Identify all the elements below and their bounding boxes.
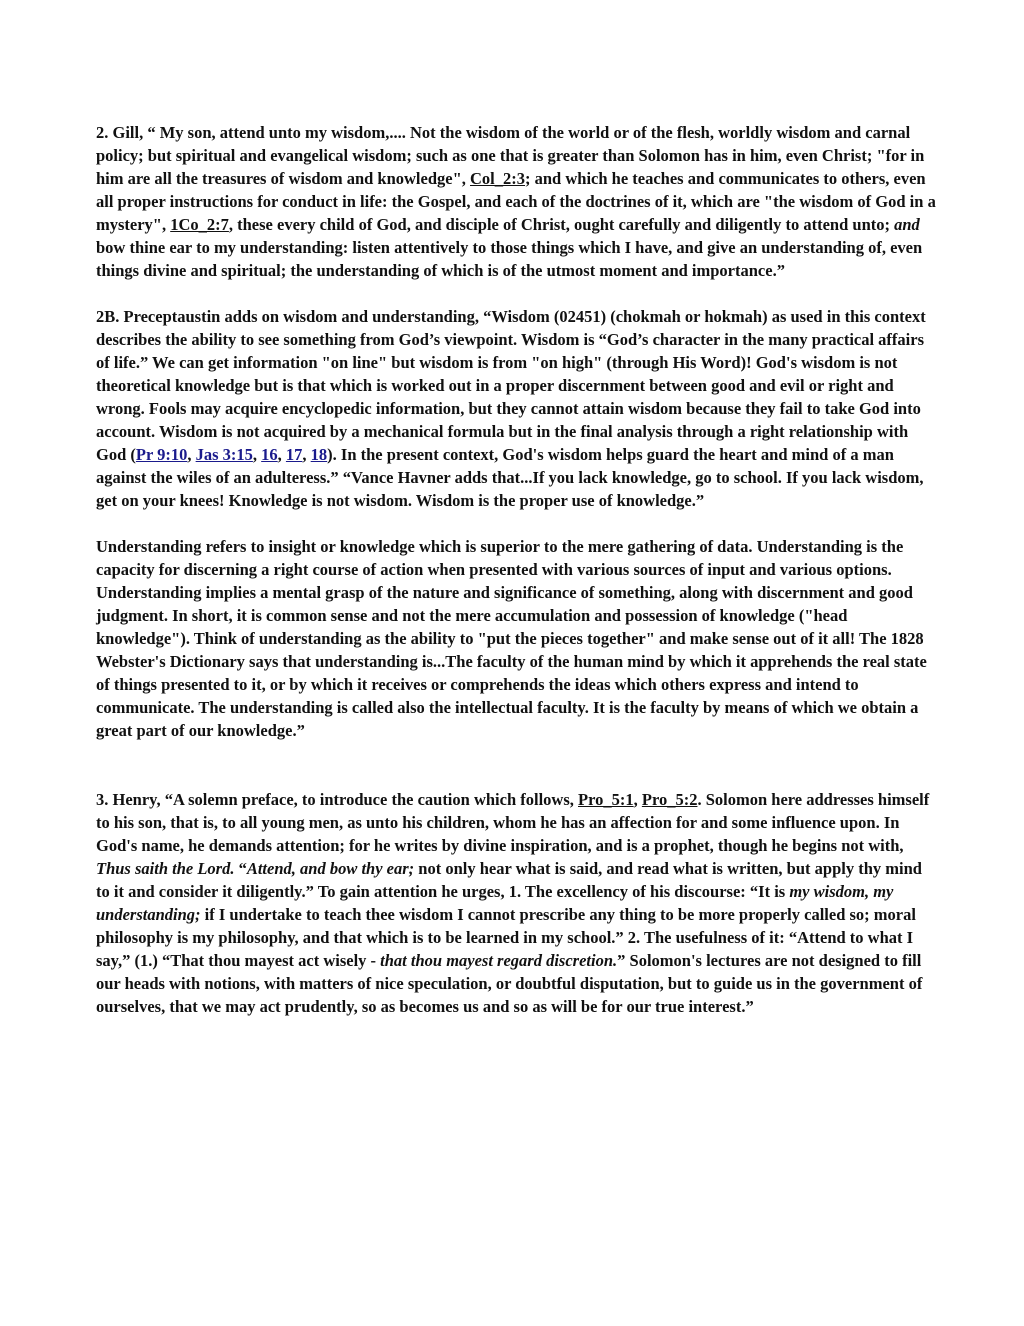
link-jas-3-15[interactable]: Jas 3:15 xyxy=(195,445,253,464)
italic-run: Thus saith the Lord. xyxy=(96,859,235,878)
text-run: not only hear what is said, and read what is written, but apply thy mind to it and consider it diligently.” To gain attention he urges, 1. The excellency of his discourse: “It is xyxy=(96,859,922,901)
separator: , xyxy=(252,445,262,464)
paragraph-spacer xyxy=(96,742,938,788)
paragraph-spacer xyxy=(96,282,938,305)
separator: , xyxy=(277,445,286,464)
italic-run: Attend, and bow thy ear; xyxy=(246,859,415,878)
italic-run: my wisdom, my understanding; xyxy=(96,882,894,924)
text-run: ” Solomon's lectures are not designed to fill our heads with notions, with matters of nice speculation, or doubtful disputation, but to guide us in the government of ourselves, that we may act prudently, so as becomes us and so as will be for our true interest.” xyxy=(96,951,923,1016)
text-run: . Solomon here addresses himself to his son, that is, to all young men, as unto his children, whom he has an affection for and some influence upon. In God's name, he demands attention; for he writes by divine inspiration, and is a prophet, though he begins not with, xyxy=(96,790,930,855)
document-page xyxy=(96,121,938,1018)
text-run: if I undertake to teach thee wisdom I cannot prescribe any thing to be more properly called so; moral philosophy is my philosophy, and that which is to be learned in my school.” 2. The usefulness of it: “Attend to what I say,” (1.) “That thou mayest act wisely - xyxy=(96,905,916,970)
reference-pro-5-2[interactable]: Pro_5:2 xyxy=(641,790,698,809)
link-16[interactable]: 16 xyxy=(261,445,278,464)
paragraph-preceptaustin xyxy=(96,305,938,512)
text-run: , these every child of God, and disciple of Christ, ought carefully and diligently to attend unto; xyxy=(228,215,895,234)
text-run: 2. Gill, “ My son, attend unto my wisdom,.... Not the wisdom of the world or of the flesh, worldly wisdom and carnal policy; but spiritual and evangelical wisdom; such as one that is greater than Solomon has in him, even Christ; "for in him are all the treasures of wisdom and knowledge", xyxy=(96,123,925,188)
reference-pro-5-1[interactable]: Pro_5:1 xyxy=(578,790,634,809)
separator: , xyxy=(302,445,311,464)
text-run: 3. Henry, “A solemn preface, to introduce the caution which follows, xyxy=(96,790,578,809)
italic-run: that thou mayest regard discretion. xyxy=(380,951,618,970)
text-run: ; and which he teaches and communicates to others, even all proper instructions for conduct in life: the Gospel, and each of the doctrines of it, which are "the wisdom of God in a mystery", xyxy=(96,169,936,234)
paragraph-spacer xyxy=(96,512,938,535)
text-run: “ xyxy=(234,859,247,878)
text-run: 2B. Preceptaustin adds on wisdom and understanding, “Wisdom (02451) (chokmah or hokmah) as used in this context describes the ability to see something from God’s viewpoint. Wisdom is “God’s character in the many practical affairs of life.” We can get information "on line" but wisdom is from "on high" (through His Word)! God's wisdom is not theoretical knowledge but is that which is worked out in a proper discernment between good and evil or right and wrong. Fools may acquire encyclopedic information, but they cannot attain wisdom because they fail to take God into account. Wisdom is not acquired by a mechanical formula but in the final analysis through a right relationship with God ( xyxy=(96,307,926,464)
reference-col-2-3[interactable]: Col_2:3 xyxy=(470,169,526,188)
paragraph-gill xyxy=(96,121,938,282)
separator: , xyxy=(633,790,642,809)
link-17[interactable]: 17 xyxy=(285,445,303,464)
paragraph-henry xyxy=(96,788,938,1018)
italic-run: and xyxy=(894,215,920,234)
text-run: ). In the present context, God's wisdom helps guard the heart and mind of a man against the wiles of an adulteress.” “Vance Havner adds that...If you lack knowledge, go to school. If you lack wisdom, get on your knees! Knowledge is not wisdom. Wisdom is the proper use of knowledge.” xyxy=(96,445,924,510)
link-pr-9-10[interactable]: Pr 9:10 xyxy=(135,445,188,464)
separator: , xyxy=(187,445,196,464)
paragraph-understanding: Understanding refers to insight or knowledge which is superior to the mere gathering of data. Understanding is the capacity for discerning a right course of action when presented with various sources of input and various options. Understanding implies a mental grasp of the nature and significance of something, along with discernment and good judgment. In short, it is common sense and not the mere accumulation and possession of knowledge ("head knowledge"). Think of understanding as the ability to "put the pieces together" and make sense out of it all! The 1828 Webster's Dictionary says that understanding is...The faculty of the human mind by which it apprehends the real state of things presented to it, or by which it receives or comprehends the ideas which others express and intend to communicate. The understanding is called also the intellectual faculty. It is the faculty by means of which we obtain a great part of our knowledge.” xyxy=(96,537,927,740)
reference-1co-2-7[interactable]: 1Co_2:7 xyxy=(170,215,229,234)
text-run: bow thine ear to my understanding: listen attentively to those things which I have, and give an understanding of, even things divine and spiritual; the understanding of which is of the utmost moment and importance.” xyxy=(96,238,923,280)
link-18[interactable]: 18 xyxy=(310,445,328,464)
